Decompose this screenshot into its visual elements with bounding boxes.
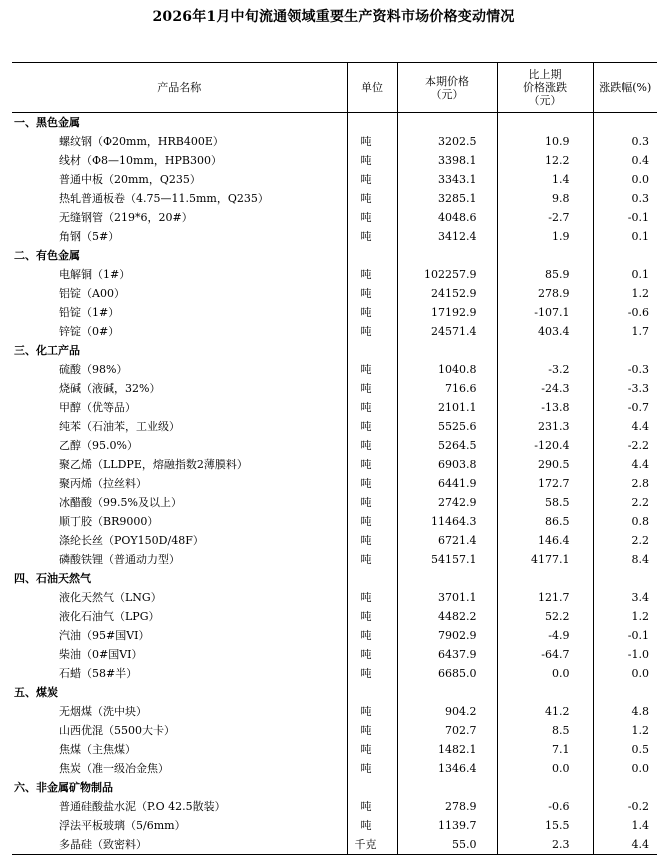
unit-cell: 吨 bbox=[347, 550, 397, 569]
unit-cell: 吨 bbox=[347, 721, 397, 740]
product-name: 柴油（0#国VI） bbox=[59, 648, 143, 661]
product-name: 螺纹钢（Φ20mm，HRB400E） bbox=[59, 135, 224, 148]
header-line: （元） bbox=[430, 87, 464, 101]
price-change-cell: 12.2 bbox=[497, 151, 593, 170]
current-price-cell: 278.9 bbox=[397, 797, 497, 816]
empty-cell bbox=[397, 683, 497, 702]
empty-cell bbox=[497, 683, 593, 702]
price-change-cell: -2.7 bbox=[497, 208, 593, 227]
table-row bbox=[12, 740, 657, 759]
product-name: 无烟煤（洗中块） bbox=[59, 705, 147, 718]
product-name: 冰醋酸（99.5%及以上） bbox=[59, 496, 182, 509]
current-price-cell: 24152.9 bbox=[397, 284, 497, 303]
unit-cell: 吨 bbox=[347, 132, 397, 151]
table-row bbox=[12, 417, 657, 436]
unit-cell: 吨 bbox=[347, 645, 397, 664]
current-price-cell: 5264.5 bbox=[397, 436, 497, 455]
change-pct-cell: -0.6 bbox=[593, 303, 657, 322]
change-pct-cell: 2.2 bbox=[593, 531, 657, 550]
empty-cell bbox=[593, 341, 657, 360]
table-row bbox=[12, 797, 657, 816]
empty-cell bbox=[397, 246, 497, 265]
product-name: 石蜡（58#半） bbox=[59, 667, 138, 680]
price-change-cell: 403.4 bbox=[497, 322, 593, 341]
change-pct-cell: 1.2 bbox=[593, 607, 657, 626]
change-pct-cell: 8.4 bbox=[593, 550, 657, 569]
header-unit: 单位 bbox=[347, 63, 397, 113]
current-price-cell: 102257.9 bbox=[397, 265, 497, 284]
change-pct-cell: 1.2 bbox=[593, 284, 657, 303]
change-pct-cell: 4.4 bbox=[593, 417, 657, 436]
current-price-cell: 5525.6 bbox=[397, 417, 497, 436]
header-product-name: 产品名称 bbox=[12, 63, 347, 113]
change-pct-cell: -2.2 bbox=[593, 436, 657, 455]
price-change-cell: 9.8 bbox=[497, 189, 593, 208]
empty-cell bbox=[593, 569, 657, 588]
product-name: 山西优混（5500大卡） bbox=[59, 724, 175, 737]
current-price-cell: 3202.5 bbox=[397, 132, 497, 151]
unit-cell: 吨 bbox=[347, 265, 397, 284]
current-price-cell: 1040.8 bbox=[397, 360, 497, 379]
product-name: 甲醇（优等品） bbox=[59, 401, 136, 414]
change-pct-cell: 2.8 bbox=[593, 474, 657, 493]
product-name: 焦炭（准一级冶金焦） bbox=[59, 762, 169, 775]
header-line: 本期价格 bbox=[425, 74, 469, 88]
current-price-cell: 4482.2 bbox=[397, 607, 497, 626]
price-change-cell: -13.8 bbox=[497, 398, 593, 417]
empty-cell bbox=[497, 569, 593, 588]
empty-cell bbox=[397, 341, 497, 360]
product-name: 浮法平板玻璃（5/6mm） bbox=[59, 819, 186, 832]
current-price-cell: 4048.6 bbox=[397, 208, 497, 227]
product-name: 普通硅酸盐水泥（P.O 42.5散装） bbox=[59, 800, 226, 813]
table-row bbox=[12, 626, 657, 645]
header-line: （元） bbox=[528, 94, 562, 107]
price-change-cell: 172.7 bbox=[497, 474, 593, 493]
empty-cell bbox=[347, 569, 397, 588]
product-name: 液化石油气（LPG） bbox=[59, 610, 160, 623]
product-name: 多晶硅（致密料） bbox=[12, 835, 347, 855]
header-price-change bbox=[497, 63, 593, 113]
product-name: 聚乙烯（LLDPE，熔融指数2薄膜料） bbox=[59, 458, 248, 471]
table-row bbox=[12, 227, 657, 246]
category-row bbox=[12, 569, 657, 588]
header-line: 价格涨跌 bbox=[523, 81, 567, 94]
current-price-cell: 2101.1 bbox=[397, 398, 497, 417]
table-row bbox=[12, 607, 657, 626]
current-price-cell: 6441.9 bbox=[397, 474, 497, 493]
price-change-cell: 0.0 bbox=[497, 664, 593, 683]
change-pct-cell: -0.3 bbox=[593, 360, 657, 379]
current-price-cell: 6721.4 bbox=[397, 531, 497, 550]
unit-cell: 吨 bbox=[347, 398, 397, 417]
change-pct-cell: -0.1 bbox=[593, 208, 657, 227]
empty-cell bbox=[593, 778, 657, 797]
current-price-cell: 3701.1 bbox=[397, 588, 497, 607]
table-row bbox=[12, 835, 657, 855]
product-name: 烧碱（液碱，32%） bbox=[59, 382, 161, 395]
product-name: 乙醇（95.0%） bbox=[59, 439, 138, 452]
change-pct-cell: -0.2 bbox=[593, 797, 657, 816]
table-row bbox=[12, 645, 657, 664]
change-pct-cell: 0.0 bbox=[593, 170, 657, 189]
unit-cell: 吨 bbox=[347, 702, 397, 721]
price-change-cell: 7.1 bbox=[497, 740, 593, 759]
change-pct-cell: -3.3 bbox=[593, 379, 657, 398]
table-row bbox=[12, 702, 657, 721]
product-name: 铅锭（1#） bbox=[59, 306, 120, 319]
product-name: 线材（Φ8—10mm，HPB300） bbox=[59, 154, 222, 167]
table-row bbox=[12, 303, 657, 322]
empty-cell bbox=[497, 778, 593, 797]
empty-cell bbox=[397, 569, 497, 588]
change-pct-cell: -0.7 bbox=[593, 398, 657, 417]
change-pct-cell: 0.4 bbox=[593, 151, 657, 170]
table-row bbox=[12, 759, 657, 778]
current-price-cell: 3285.1 bbox=[397, 189, 497, 208]
price-change-cell: 0.0 bbox=[497, 759, 593, 778]
table-row bbox=[12, 132, 657, 151]
table-row bbox=[12, 455, 657, 474]
product-name: 铝锭（A00） bbox=[59, 287, 125, 300]
unit-cell: 吨 bbox=[347, 360, 397, 379]
price-change-cell: 121.7 bbox=[497, 588, 593, 607]
current-price-cell: 1346.4 bbox=[397, 759, 497, 778]
current-price-cell: 24571.4 bbox=[397, 322, 497, 341]
unit-cell: 吨 bbox=[347, 740, 397, 759]
price-change-cell: -120.4 bbox=[497, 436, 593, 455]
price-change-cell: 86.5 bbox=[497, 512, 593, 531]
price-change-cell: 4177.1 bbox=[497, 550, 593, 569]
price-change-cell: 231.3 bbox=[497, 417, 593, 436]
empty-cell bbox=[347, 113, 397, 133]
unit-cell: 吨 bbox=[347, 531, 397, 550]
category-name: 三、化工产品 bbox=[14, 344, 80, 357]
unit-cell: 吨 bbox=[347, 436, 397, 455]
category-row bbox=[12, 778, 657, 797]
empty-cell bbox=[397, 113, 497, 133]
current-price-cell: 6903.8 bbox=[397, 455, 497, 474]
category-name: 二、有色金属 bbox=[14, 249, 80, 262]
empty-cell bbox=[397, 778, 497, 797]
table-row bbox=[12, 284, 657, 303]
price-change-cell: -107.1 bbox=[497, 303, 593, 322]
empty-cell bbox=[593, 246, 657, 265]
change-pct-cell: 3.4 bbox=[593, 588, 657, 607]
unit-cell: 千克 bbox=[347, 835, 397, 855]
unit-cell: 吨 bbox=[347, 322, 397, 341]
price-change-cell: 1.4 bbox=[497, 170, 593, 189]
current-price-cell: 17192.9 bbox=[397, 303, 497, 322]
product-name: 液化天然气（LNG） bbox=[59, 591, 162, 604]
unit-cell: 吨 bbox=[347, 474, 397, 493]
unit-cell: 吨 bbox=[347, 284, 397, 303]
product-name: 热轧普通板卷（4.75—11.5mm，Q235） bbox=[59, 192, 269, 205]
price-change-cell: 85.9 bbox=[497, 265, 593, 284]
empty-cell bbox=[347, 683, 397, 702]
current-price-cell: 54157.1 bbox=[397, 550, 497, 569]
change-pct-cell: 0.1 bbox=[593, 265, 657, 284]
current-price-cell: 6437.9 bbox=[397, 645, 497, 664]
category-name: 一、黑色金属 bbox=[14, 116, 80, 129]
price-change-cell: 278.9 bbox=[497, 284, 593, 303]
change-pct-cell: 1.2 bbox=[593, 721, 657, 740]
change-pct-cell: 1.7 bbox=[593, 322, 657, 341]
category-row bbox=[12, 341, 657, 360]
product-name: 无缝钢管（219*6，20#） bbox=[59, 211, 193, 224]
change-pct-cell: -0.1 bbox=[593, 626, 657, 645]
current-price-cell: 7902.9 bbox=[397, 626, 497, 645]
unit-cell: 吨 bbox=[347, 759, 397, 778]
change-pct-cell: 2.2 bbox=[593, 493, 657, 512]
price-change-cell: -3.2 bbox=[497, 360, 593, 379]
empty-cell bbox=[347, 246, 397, 265]
category-row bbox=[12, 113, 657, 133]
current-price-cell: 11464.3 bbox=[397, 512, 497, 531]
price-table bbox=[12, 62, 657, 855]
unit-cell: 吨 bbox=[347, 493, 397, 512]
header-line: 比上期 bbox=[528, 68, 562, 81]
current-price-cell: 55.0 bbox=[397, 835, 497, 855]
product-name: 涤纶长丝（POY150D/48F） bbox=[59, 534, 204, 547]
unit-cell: 吨 bbox=[347, 626, 397, 645]
unit-cell: 吨 bbox=[347, 189, 397, 208]
table-row bbox=[12, 151, 657, 170]
category-name: 四、石油天然气 bbox=[14, 572, 91, 585]
current-price-cell: 702.7 bbox=[397, 721, 497, 740]
category-name: 五、煤炭 bbox=[14, 686, 58, 699]
price-change-cell: 1.9 bbox=[497, 227, 593, 246]
table-header-row bbox=[12, 63, 657, 113]
unit-cell: 吨 bbox=[347, 170, 397, 189]
unit-cell: 吨 bbox=[347, 208, 397, 227]
unit-cell: 吨 bbox=[347, 588, 397, 607]
price-change-cell: -4.9 bbox=[497, 626, 593, 645]
unit-cell: 吨 bbox=[347, 303, 397, 322]
change-pct-cell: 4.8 bbox=[593, 702, 657, 721]
current-price-cell: 1139.7 bbox=[397, 816, 497, 835]
category-row bbox=[12, 683, 657, 702]
current-price-cell: 3412.4 bbox=[397, 227, 497, 246]
table-row bbox=[12, 436, 657, 455]
product-name: 锌锭（0#） bbox=[59, 325, 120, 338]
table-row bbox=[12, 588, 657, 607]
product-name: 汽油（95#国VI） bbox=[59, 629, 150, 642]
product-name: 焦煤（主焦煤） bbox=[59, 743, 136, 756]
table-row bbox=[12, 379, 657, 398]
product-name: 普通中板（20mm，Q235） bbox=[59, 173, 201, 186]
unit-cell: 吨 bbox=[347, 227, 397, 246]
empty-cell bbox=[593, 683, 657, 702]
category-name: 六、非金属矿物制品 bbox=[14, 781, 113, 794]
price-change-cell: 10.9 bbox=[497, 132, 593, 151]
empty-cell bbox=[497, 113, 593, 133]
change-pct-cell: 0.8 bbox=[593, 512, 657, 531]
current-price-cell: 3398.1 bbox=[397, 151, 497, 170]
table-row bbox=[12, 265, 657, 284]
unit-cell: 吨 bbox=[347, 607, 397, 626]
change-pct-cell: 0.0 bbox=[593, 664, 657, 683]
price-change-cell: 146.4 bbox=[497, 531, 593, 550]
empty-cell bbox=[593, 113, 657, 133]
table-row bbox=[12, 816, 657, 835]
unit-cell: 吨 bbox=[347, 379, 397, 398]
product-name: 聚丙烯（拉丝料） bbox=[59, 477, 147, 490]
product-name: 纯苯（石油苯，工业级） bbox=[59, 420, 180, 433]
product-name: 角钢（5#） bbox=[59, 230, 120, 243]
product-name: 硫酸（98%） bbox=[59, 363, 128, 376]
current-price-cell: 716.6 bbox=[397, 379, 497, 398]
unit-cell: 吨 bbox=[347, 816, 397, 835]
current-price-cell: 904.2 bbox=[397, 702, 497, 721]
current-price-cell: 1482.1 bbox=[397, 740, 497, 759]
table-row bbox=[12, 550, 657, 569]
header-change-pct: 涨跌幅(%) bbox=[593, 63, 657, 113]
price-change-cell: 290.5 bbox=[497, 455, 593, 474]
empty-cell bbox=[497, 341, 593, 360]
price-change-cell: 15.5 bbox=[497, 816, 593, 835]
current-price-cell: 6685.0 bbox=[397, 664, 497, 683]
price-change-cell: -64.7 bbox=[497, 645, 593, 664]
product-name: 磷酸铁锂（普通动力型） bbox=[59, 553, 180, 566]
change-pct-cell: 0.3 bbox=[593, 132, 657, 151]
unit-cell: 吨 bbox=[347, 512, 397, 531]
table-row bbox=[12, 493, 657, 512]
empty-cell bbox=[347, 778, 397, 797]
change-pct-cell: 4.4 bbox=[593, 835, 657, 855]
table-row bbox=[12, 474, 657, 493]
product-name: 顺丁胶（BR9000） bbox=[59, 515, 159, 528]
change-pct-cell: -1.0 bbox=[593, 645, 657, 664]
change-pct-cell: 0.0 bbox=[593, 759, 657, 778]
current-price-cell: 3343.1 bbox=[397, 170, 497, 189]
table-row bbox=[12, 512, 657, 531]
price-change-cell: 8.5 bbox=[497, 721, 593, 740]
product-name: 电解铜（1#） bbox=[59, 268, 131, 281]
table-row bbox=[12, 360, 657, 379]
unit-cell: 吨 bbox=[347, 455, 397, 474]
table-row bbox=[12, 189, 657, 208]
price-change-cell: 2.3 bbox=[497, 835, 593, 855]
change-pct-cell: 4.4 bbox=[593, 455, 657, 474]
empty-cell bbox=[497, 246, 593, 265]
table-row bbox=[12, 721, 657, 740]
table-body bbox=[12, 113, 657, 855]
header-current-price bbox=[397, 63, 497, 113]
change-pct-cell: 1.4 bbox=[593, 816, 657, 835]
table-row bbox=[12, 208, 657, 227]
price-change-cell: 52.2 bbox=[497, 607, 593, 626]
price-change-cell: -24.3 bbox=[497, 379, 593, 398]
change-pct-cell: 0.5 bbox=[593, 740, 657, 759]
table-row bbox=[12, 531, 657, 550]
category-row bbox=[12, 246, 657, 265]
price-change-cell: 41.2 bbox=[497, 702, 593, 721]
current-price-cell: 2742.9 bbox=[397, 493, 497, 512]
unit-cell: 吨 bbox=[347, 417, 397, 436]
unit-cell: 吨 bbox=[347, 151, 397, 170]
price-change-cell: -0.6 bbox=[497, 797, 593, 816]
table-row bbox=[12, 398, 657, 417]
empty-cell bbox=[347, 341, 397, 360]
change-pct-cell: 0.3 bbox=[593, 189, 657, 208]
price-change-cell: 58.5 bbox=[497, 493, 593, 512]
unit-cell: 吨 bbox=[347, 797, 397, 816]
change-pct-cell: 0.1 bbox=[593, 227, 657, 246]
table-row bbox=[12, 170, 657, 189]
page-title: 2026年1月中旬流通领域重要生产资料市场价格变动情况 bbox=[152, 9, 515, 25]
unit-cell: 吨 bbox=[347, 664, 397, 683]
table-row bbox=[12, 322, 657, 341]
table-row bbox=[12, 664, 657, 683]
